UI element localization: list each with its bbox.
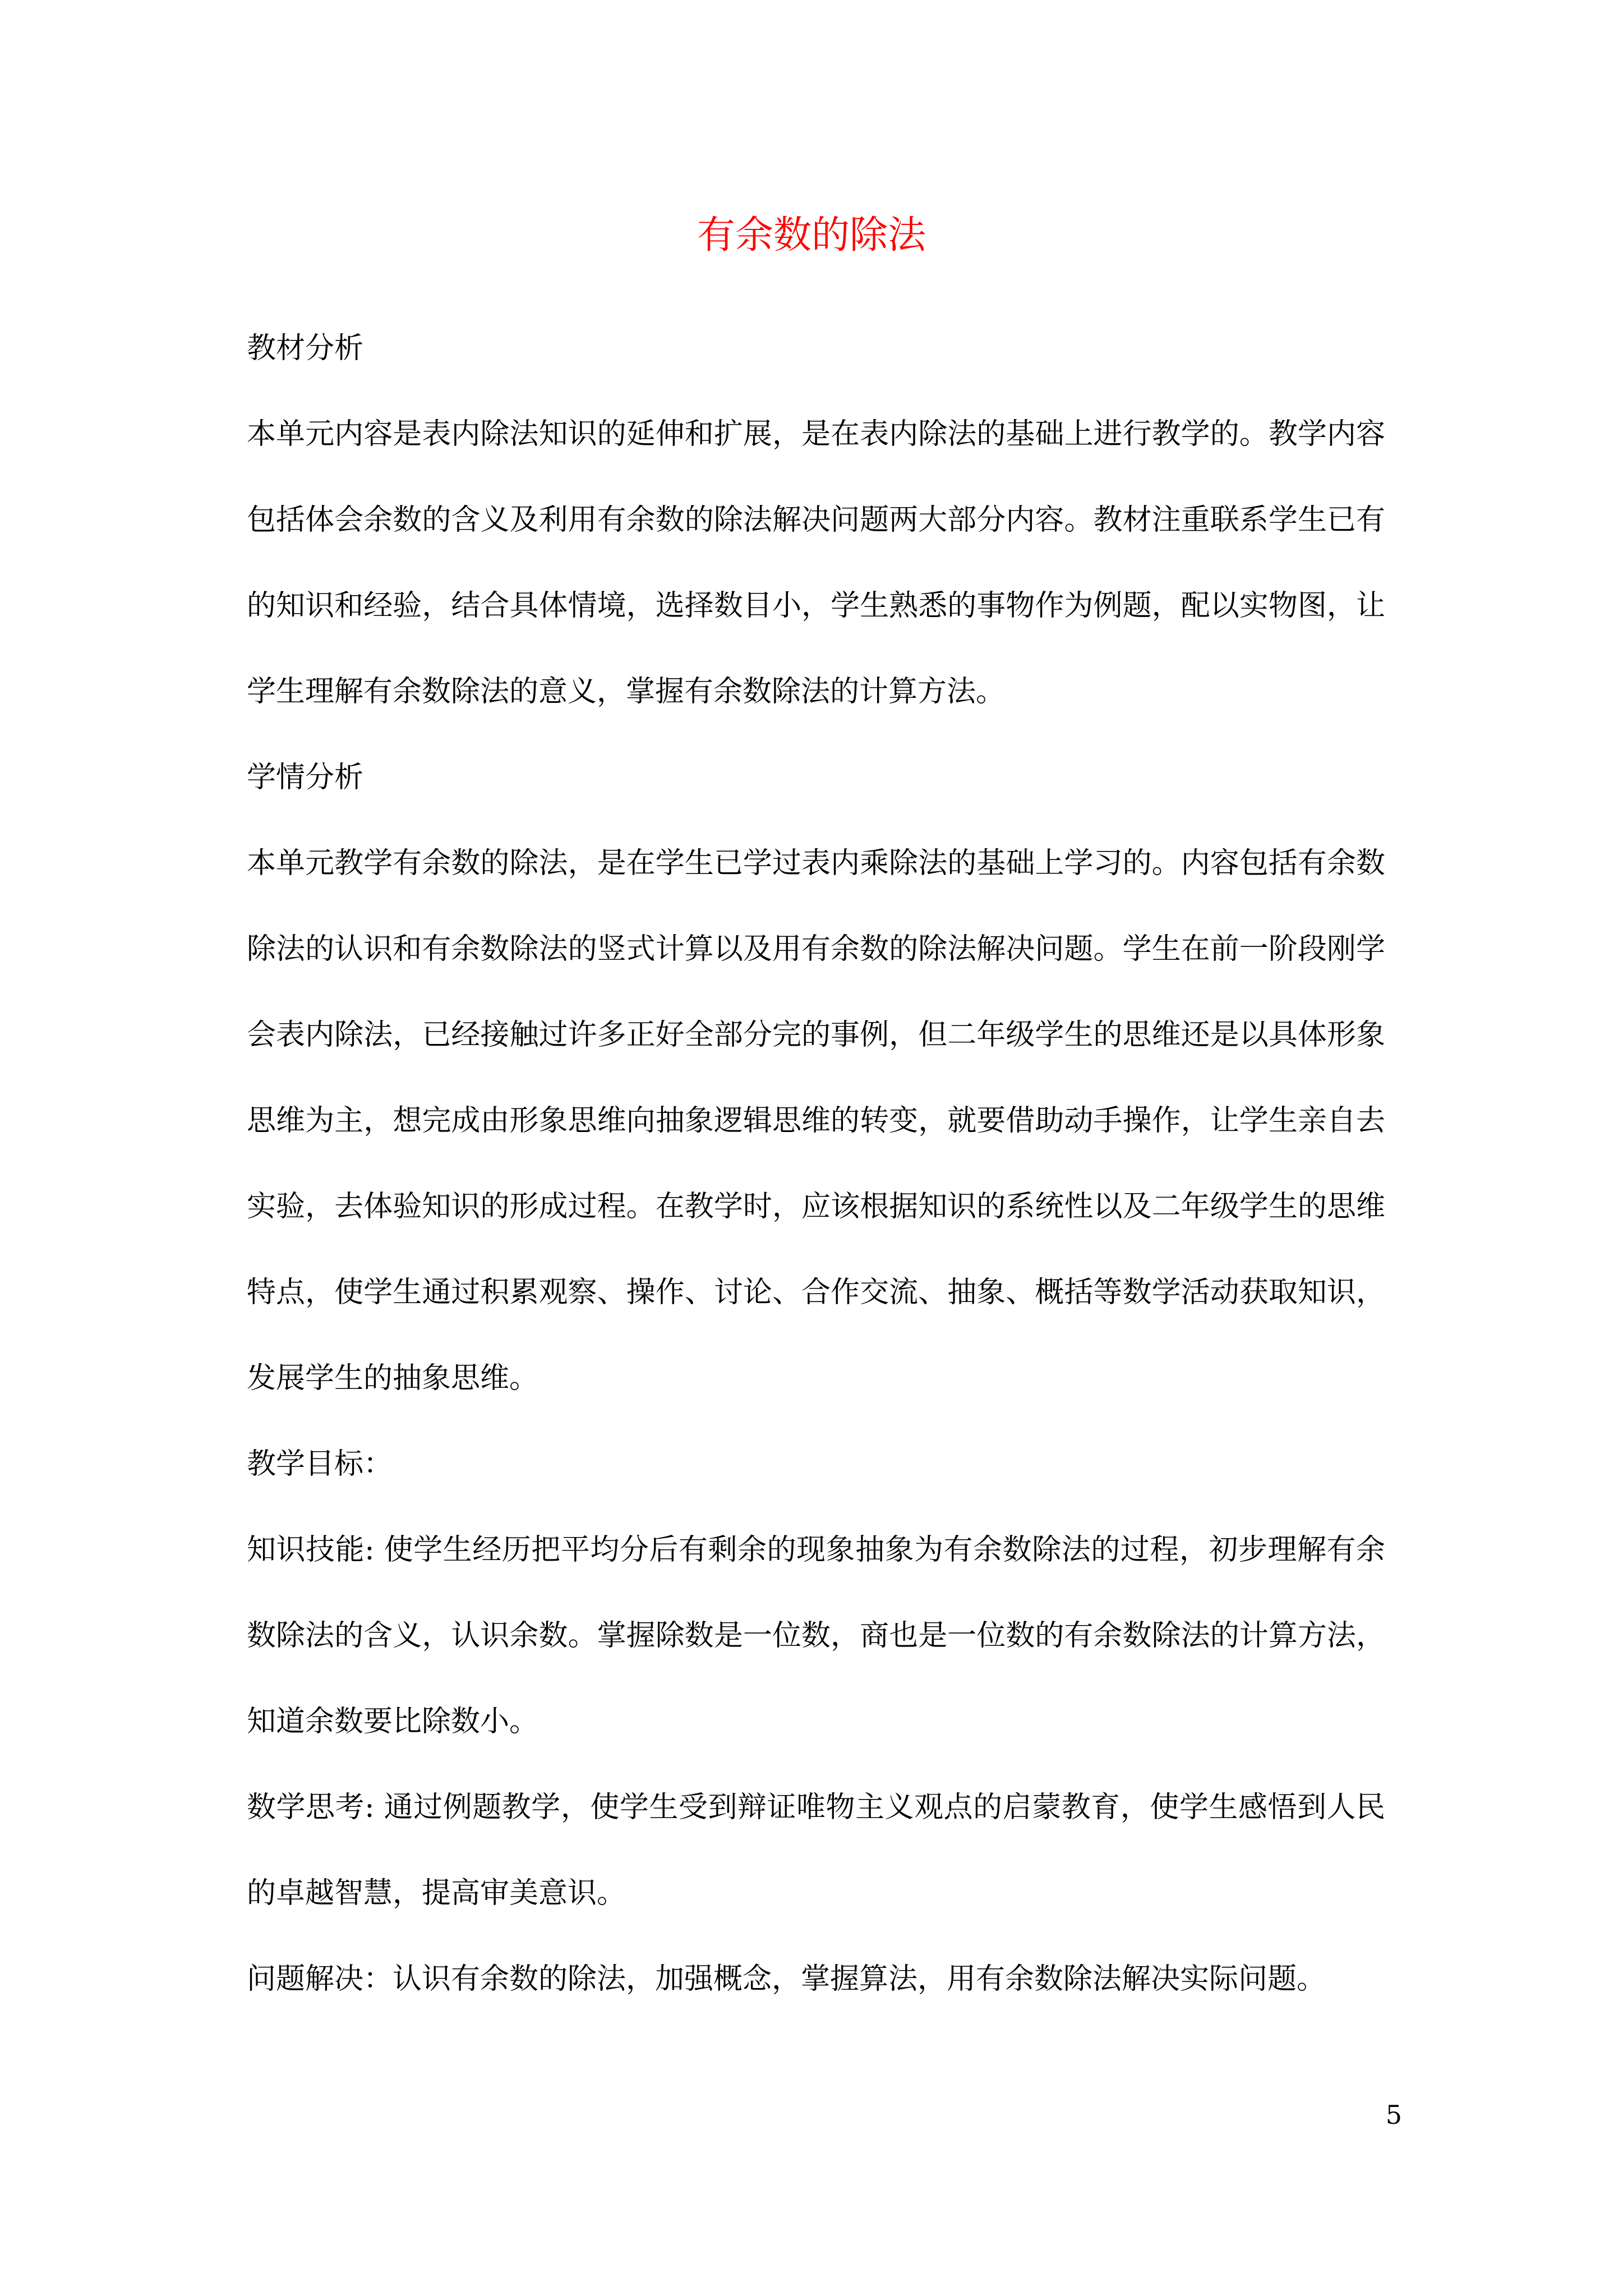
paragraph-textbook-analysis: 本单元内容是表内除法知识的延伸和扩展，是在表内除法的基础上进行教学的。教学内容包括体会余数的含义及利用有余数的除法解决问题两大部分内容。教材注重联系学生已有的知识和经验，结合具体情境，选择数目小，学生熟悉的事物作为例题，配以实物图，让学生理解有余数除法的意义，掌握有余数除法的计算方法。 bbox=[247, 417, 1385, 708]
paragraph-math-thinking: 数学思考: 通过例题教学，使学生受到辩证唯物主义观点的启蒙教育，使学生感悟到人民的卓越智慧，提高审美意识。 bbox=[247, 1791, 1385, 1910]
section-heading-teaching-goals: 教学目标： bbox=[247, 1447, 393, 1481]
document-title: 有余数的除法 bbox=[697, 213, 926, 257]
page-number: 5 bbox=[1385, 2100, 1402, 2130]
paragraph-knowledge-skills: 知识技能: 使学生经历把平均分后有剩余的现象抽象为有余数除法的过程，初步理解有余数除法的含义，认识余数。掌握除数是一位数，商也是一位数的有余数除法的计算方法，知道余数要比除数小。 bbox=[247, 1533, 1385, 1738]
document-body bbox=[247, 306, 1385, 2022]
section-heading-student-analysis: 学情分析 bbox=[247, 761, 364, 794]
paragraph-student-analysis: 本单元教学有余数的除法，是在学生已学过表内乘除法的基础上学习的。内容包括有余数除法的认识和有余数除法的竖式计算以及用有余数的除法解决问题。学生在前一阶段刚学会表内除法，已经接触过许多正好全部分完的事例，但二年级学生的思维还是以具体形象思维为主，想完成由形象思维向抽象逻辑思维的转变，就要借助动手操作，让学生亲自去实验，去体验知识的形成过程。在教学时，应该根据知识的系统性以及二年级学生的思维特点，使学生通过积累观察、操作、讨论、合作交流、抽象、概括等数学活动获取知识，发展学生的抽象思维。 bbox=[247, 846, 1385, 1395]
paragraph-problem-solving: 问题解决：认识有余数的除法，加强概念，掌握算法，用有余数除法解决实际问题。 bbox=[247, 1962, 1326, 1996]
section-heading-textbook-analysis: 教材分析 bbox=[247, 332, 364, 365]
